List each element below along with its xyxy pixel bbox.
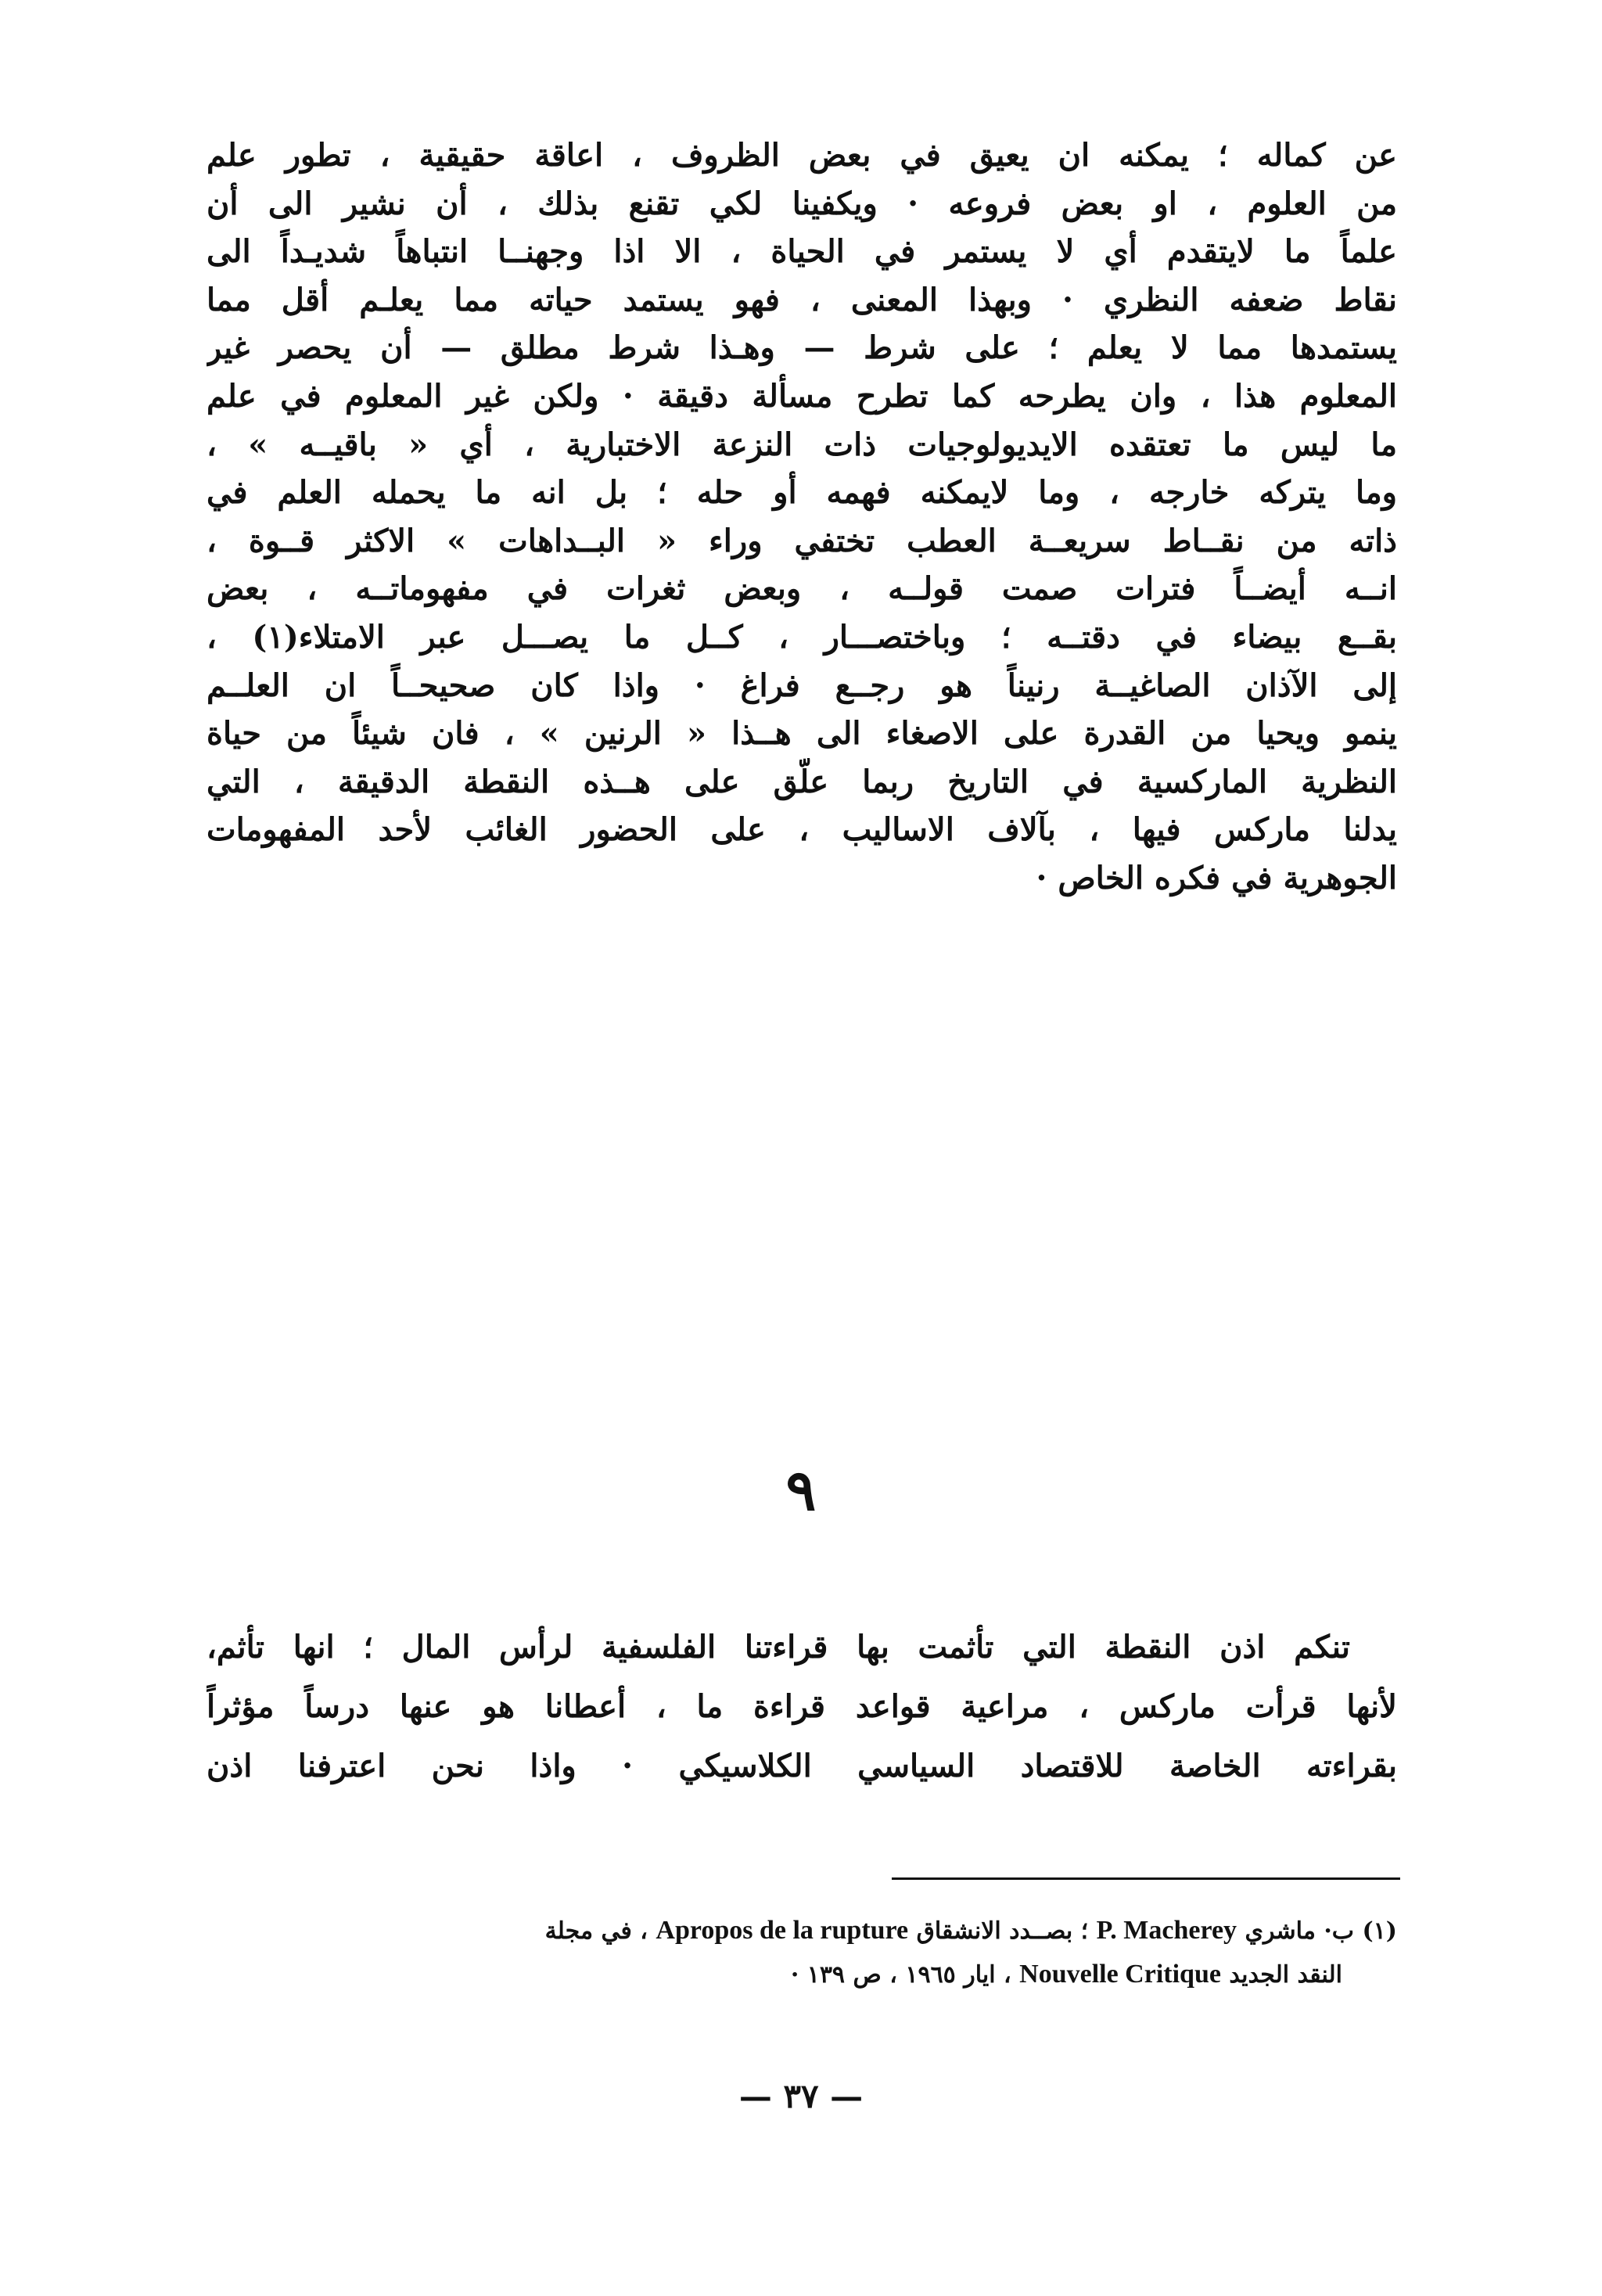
text-line: ينمو ويحيا من القدرة على الاصغاء الى هــذا « الرنين » ، فان شيئاً من حياة (207, 715, 1397, 753)
footnote-text: ، ايار ١٩٦٥ ، ص ١٣٩ · (790, 1961, 1011, 1989)
footnote (207, 1909, 1397, 1996)
text-line: المعلوم هذا ، وان يطرحه كما تطرح مسألة دقيقة · ولكن غير المعلوم في علم (207, 377, 1397, 415)
text-line: بقــع بيضاء في دقتــه ؛ وباختصـــار ، كــل ما يصـــل عبر الامتلاء(١) ، (207, 618, 1397, 656)
footnote-marker-text: (١) ب· ماشري (1245, 1917, 1397, 1945)
footnote-line (207, 1953, 1397, 1996)
text-line: ما ليس ما تعتقده الايديولوجيات ذات النزعة الاختبارية ، أي « باقيــه » ، (207, 426, 1397, 463)
footnote-divider (892, 1877, 1400, 1880)
text-line: انــه أيضــاً فترات صمت قولــه ، وبعض ثغرات في مفهوماتــه ، بعض (207, 570, 1397, 608)
section-number: ٩ (785, 1457, 817, 1523)
footnote-text: النقد الجديد (1229, 1961, 1342, 1989)
text-line: نقاط ضعفه النظري · وبهذا المعنى ، فهو يستمد حياته مما يعلـم أقل مما (207, 281, 1397, 318)
footnote-journal: Nouvelle Critique (1019, 1960, 1221, 1989)
text-line: إلى الآذان الصاغيــة رنيناً هو رجــع فراغ · واذا كان صحيحــاً ان العلــم (207, 667, 1397, 704)
text-line: يستمدها مما لا يعلم ؛ على شرط — وهـذا شرط مطلق — أن يحصر غير (207, 329, 1397, 367)
footnote-text: ، في مجلة (544, 1917, 648, 1945)
footnote-line (207, 1909, 1397, 1953)
text-line: ذاته من نقــاط سريعــة العطب تختفي وراء « البــداهات » الاكثر قــوة ، (207, 522, 1397, 559)
paragraph-1 (207, 131, 1397, 903)
footnote-title: Apropos de la rupture (656, 1916, 909, 1945)
text-line: وما يتركه خارجه ، وما لايمكنه فهمه أو حله ؛ بل انه ما يحمله العلم في (207, 474, 1397, 512)
text-line: لأنها قرأت ماركس ، مراعية قواعد قراءة ما ، أعطانا هو عنها درساً مؤثراً (207, 1688, 1397, 1725)
footnote-text: ؛ بصــدد الانشقاق (916, 1917, 1089, 1945)
paragraph-2 (207, 1618, 1397, 1796)
text-line: عن كماله ؛ يمكنه ان يعيق في بعض الظروف ، اعاقة حقيقية ، تطور علم (207, 137, 1397, 174)
text-line: النظرية الماركسية في التاريخ ربما علّق على هــذه النقطة الدقيقة ، التي (207, 763, 1397, 800)
text-line: علماً ما لايتقدم أي لا يستمر في الحياة ، الا اذا وجهنــا انتباهاً شديـداً الى (207, 233, 1397, 271)
text-line: يدلنا ماركس فيها ، بآلاف الاساليب ، على الحضور الغائب لأحد المفهومات (207, 811, 1397, 849)
text-line: بقراءته الخاصة للاقتصاد السياسي الكلاسيكي · واذا نحن اعترفنا اذن (207, 1748, 1397, 1784)
text-line: الجوهرية في فكره الخاص · (1036, 859, 1397, 896)
page-number: — ٣٧ — (738, 2077, 864, 2115)
footnote-author: P. Macherey (1096, 1916, 1237, 1945)
text-line: تنكم اذن النقطة التي تأثمت بها قراءتنا الفلسفية لرأس المال ؛ انها تأثم، (207, 1629, 1350, 1665)
text-line: من العلوم ، او بعض فروعه · ويكفينا لكي تقنع بذلك ، أن نشير الى أن (207, 185, 1397, 222)
